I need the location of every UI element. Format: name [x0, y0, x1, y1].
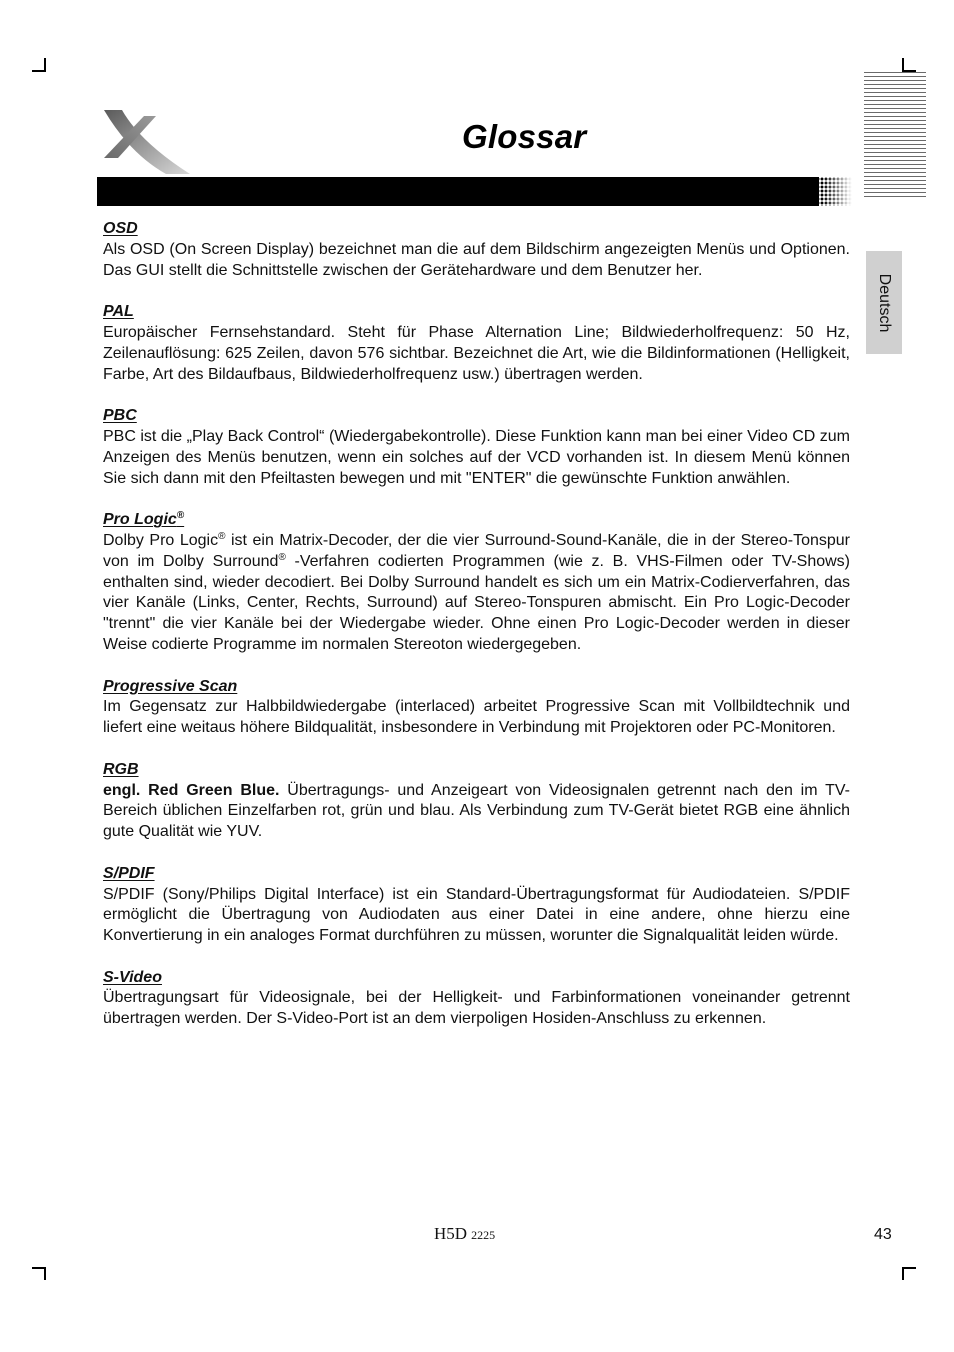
header-stripes	[864, 72, 926, 200]
glossary-term: S/PDIF	[103, 864, 155, 882]
glossary-description: Europäischer Fernsehstandard. Steht für Phase Alternation Line; Bildwiederholfrequenz: 50 Hz, Zeilenauflösung: 625 Zeilen, davon 576 sichtbar. Bezeichnet die Art, wie die Bildinformationen (Helligkeit, Farbe, Art des Bildaufbaus, Bildwiederholfrequenz usw.) übertragen werden.	[103, 323, 850, 383]
crop-mark-bottom-left	[44, 1267, 46, 1280]
header-bar	[97, 177, 819, 206]
model-logo	[434, 1224, 495, 1244]
glossary-term: S-Video	[103, 968, 162, 986]
glossary-term: OSD	[103, 220, 138, 237]
description-part: Dolby Pro Logic	[103, 531, 219, 549]
crop-mark-top-left	[44, 58, 46, 71]
registered-mark: ®	[218, 530, 226, 542]
glossary-description: Im Gegensatz zur Halbbildwiedergabe (interlaced) arbeitet Progressive Scan mit Vollbildtechnik und liefert eine weitaus höhere Bildqualität, insbesondere in Verbindung mit Projektoren oder PC-Monitoren.	[103, 698, 850, 737]
description-part: -Verfahren codierten Programmen (wie z. B. VHS-Filmen oder TV-Shows) enthalten sind, wieder decodiert. Bei Dolby Surround handelt es sich um ein Matrix-Codierverfahren, das vier Kanäle (Links, Center, Rechts, Surround) auf Stereo-Tonspuren abmischt. Ein Pro Logic-Decoder "trennt" die vier Kanäle bei der Wiedergabe wieder. Ohne einen Pro Logic-Decoder werden in dieser Weise codierte Programme im normalen Stereoton wiedergegeben.	[103, 552, 850, 653]
glossary-term-text: Pro Logic	[103, 511, 177, 529]
glossary-term: PBC	[103, 407, 137, 425]
description-part: ist ein Matrix-Decoder, der die vier Surround-Sound-Kanäle, die in der Stereo-Tonspur von im Dolby Surround	[103, 531, 850, 570]
crop-mark-bottom-right	[902, 1267, 916, 1269]
brand-logo-icon	[96, 108, 192, 174]
glossary-term: PAL	[103, 303, 134, 321]
page-title: Glossar	[462, 118, 587, 155]
glossary-term: Progressive Scan	[103, 677, 238, 695]
language-tab	[866, 251, 902, 354]
model-number: 2225	[471, 1228, 496, 1242]
header-bar-dots	[816, 177, 852, 206]
language-tab-label: Deutsch	[876, 273, 893, 332]
glossary-description: S/PDIF (Sony/Philips Digital Interface) ist ein Standard-Übertragungsformat für Audiodateien. S/PDIF ermöglicht die Übertragung von Audiodaten aus einer Datei in eine andere, ohne hierzu eine Konvertierung in ein analoges Format durchführen zu müssen, worunter die Signalqualität leiden würde.	[103, 885, 850, 945]
crop-mark-bottom-right	[902, 1267, 904, 1280]
glossary-description: Übertragungsart für Videosignale, bei der Helligkeit- und Farbinformationen voneinander getrennt übertragen werden. Der S-Video-Port ist an dem vierpoligen Hosiden-Anschluss zu erkennen.	[103, 989, 850, 1028]
description-part: Übertragungs- und Anzeigeart von Videosignalen getrennt nach den im TV-Bereich üblichen Einzelfarben rot, grün und blau. Als Verbindung zum TV-Gerät bietet RGB eine ähnlich gute Qualität wie YUV.	[103, 781, 850, 841]
glossary-entry-pro-logic	[103, 510, 850, 656]
glossary-entry-progressive-scan	[103, 677, 850, 739]
registered-mark: ®	[176, 510, 185, 522]
glossary-description: PBC ist die „Play Back Control“ (Wiedergabekontrolle). Diese Funktion kann man bei einer Video CD zum Anzeigen des Menüs benutzen, wenn ein solches auf der VCD vorhanden ist. In diesem Menü können Sie sich dann mit den Pfeiltasten bewegen und mit "ENTER" die gewünschte Funktion anwählen.	[103, 427, 850, 487]
glossary-term: RGB	[103, 760, 139, 778]
registered-mark: ®	[278, 551, 286, 563]
glossary-description	[103, 781, 850, 843]
glossary-description: Als OSD (On Screen Display) bezeichnet man die auf dem Bildschirm angezeigten Menüs und Optionen. Das GUI stellt die Schnittstelle zwischen der Gerätehardware und dem Benutzer her.	[103, 240, 850, 279]
glossary-entry-osd	[103, 219, 850, 281]
glossary-entry-pbc	[103, 406, 850, 489]
description-bold: engl. Red Green Blue.	[103, 781, 280, 799]
page-number: 43	[874, 1226, 892, 1243]
glossary-entry-s-video	[103, 968, 850, 1030]
glossary-entry-rgb	[103, 760, 850, 843]
glossary-entry-pal	[103, 302, 850, 385]
glossary-term	[103, 510, 184, 531]
model-logo-text: H5D	[434, 1224, 468, 1243]
glossary-description	[103, 531, 850, 656]
glossary-content	[103, 219, 850, 1051]
glossary-entry-spdif	[103, 864, 850, 947]
